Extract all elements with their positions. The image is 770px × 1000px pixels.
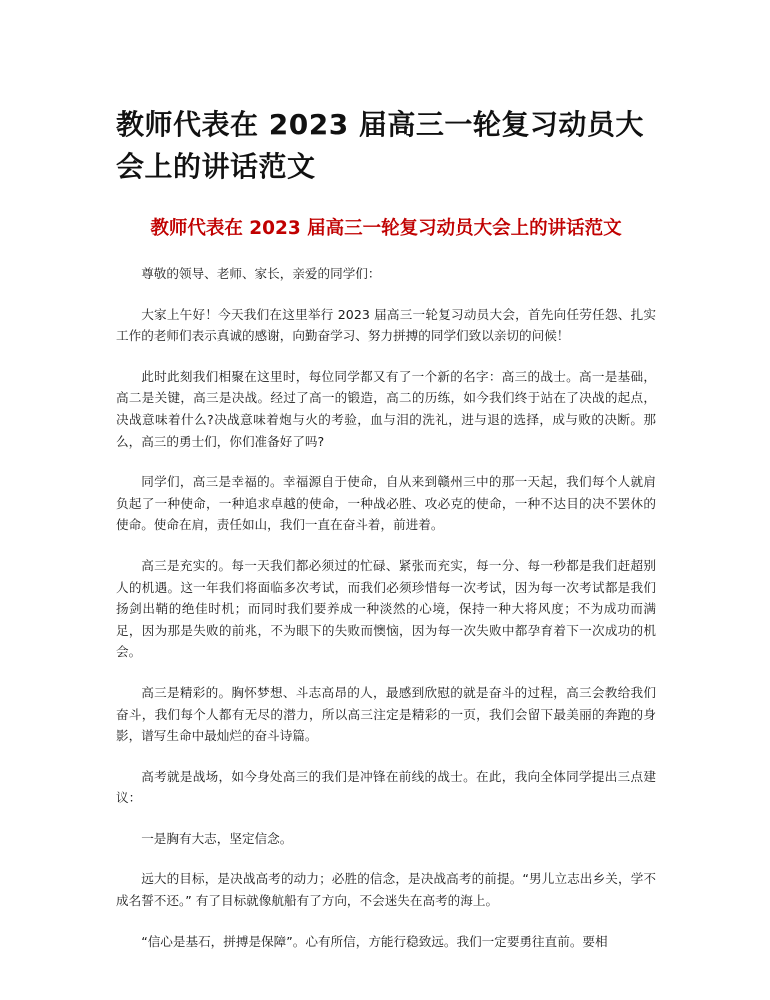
document-body	[116, 263, 656, 971]
paragraph: 同学们，高三是幸福的。幸福源自于使命，自从来到赣州三中的那一天起，我们每个人就肩负起了一种使命，一种追求卓越的使命，一种战必胜、攻必克的使命，一种不达目的决不罢休的使命。使命在肩，责任如山，我们一直在奋斗着，前进着。	[116, 474, 656, 533]
paragraph: 远大的目标，是决战高考的动力；必胜的信念，是决战高考的前提。“男儿立志出乡关，学不成名誓不还。” 有了目标就像航船有了方向，不会迷失在高考的海上。	[116, 871, 656, 909]
document-subtitle: 教师代表在 2023 届高三一轮复习动员大会上的讲话范文	[150, 218, 622, 239]
paragraph-greeting: 大家上午好！今天我们在这里举行 2023 届高三一轮复习动员大会，首先向任劳任怨、扎实工作的老师们表示真诚的感谢，向勤奋学习、努力拼搏的同学们致以亲切的问候！	[116, 306, 656, 344]
paragraph: 高三是精彩的。胸怀梦想、斗志高昂的人，最感到欣慰的就是奋斗的过程，高三会教给我们奋斗，我们每个人都有无尽的潜力，所以高三注定是精彩的一页，我们会留下最美丽的奔跑的身影，谱写生命中最灿烂的奋斗诗篇。	[116, 684, 656, 744]
paragraph: 高三是充实的。每一天我们都必须过的忙碌、紧张而充实，每一分、每一秒都是我们赶超别人的机遇。这一年我们将面临多次考试，而我们必须珍惜每一次考试，因为每一次考试都是我们扬剑出鞘的绝佳时机；而同时我们要养成一种淡然的心境，保持一种大将风度；不为成功而满足，因为那是失败的前兆，不为眼下的失败而懊恼，因为每一次失败中都孕育着下一次成功的机会。	[116, 557, 656, 660]
paragraph: 高考就是战场，如今身处高三的我们是冲锋在前线的战士。在此，我向全体同学提出三点建议：	[116, 768, 656, 806]
paragraph-salutation: 尊敬的领导、老师、家长，亲爱的同学们：	[141, 266, 381, 281]
document-title: 教师代表在 2023 届高三一轮复习动员大会上的讲话范文	[116, 108, 644, 183]
paragraph-point-one: 一是胸有大志，坚定信念。	[141, 830, 293, 846]
paragraph-truncated: “信心是基石，拼搏是保障”。心有所信，方能行稳致远。我们一定要勇往直前。要相	[141, 933, 608, 949]
paragraph: 此时此刻我们相聚在这里时，每位同学都又有了一个新的名字：高三的战士。高一是基础，高二是关键，高三是决战。经过了高一的锻造，高二的历练，如今我们终于站在了决战的起点，决战意味着什么?决战意味着炮与火的考验，血与泪的洗礼，进与退的选择，成与败的决断。那么，高三的勇士们，你们准备好了吗?	[116, 368, 656, 449]
